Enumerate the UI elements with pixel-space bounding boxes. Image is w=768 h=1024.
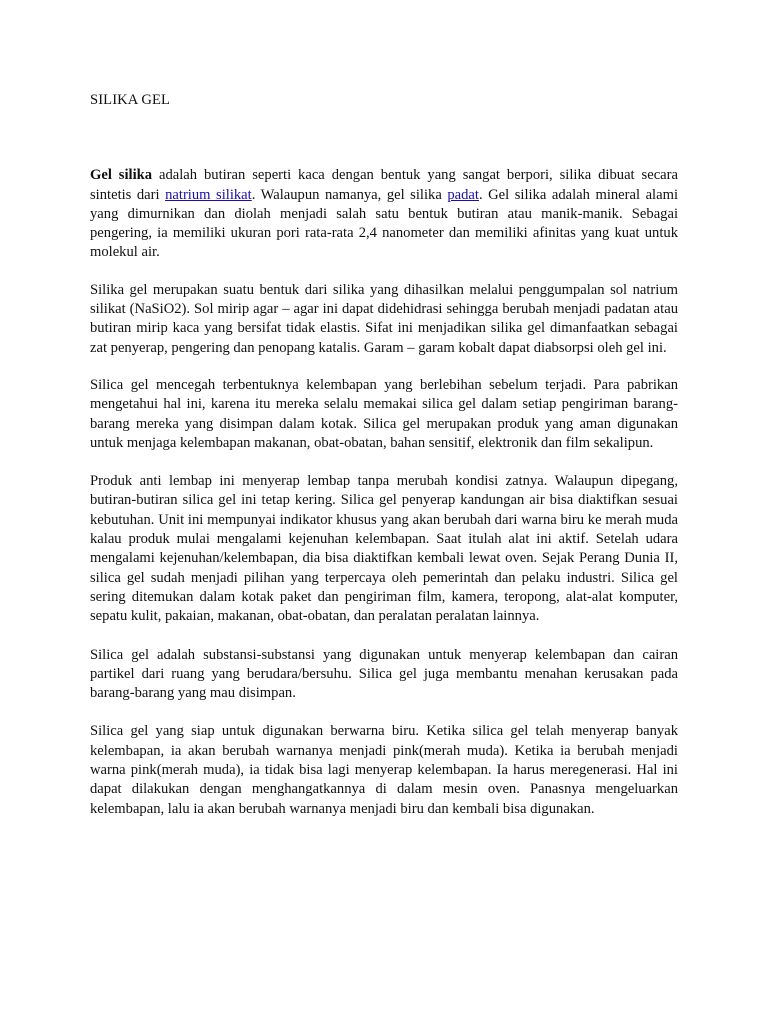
paragraph-intro — [90, 166, 678, 262]
link-natrium-silikat[interactable]: natrium silikat — [165, 186, 252, 203]
paragraph-3: Silica gel mencegah terbentuknya kelembapan yang berlebihan sebelum terjadi. Para pabrikan mengetahui hal ini, karena itu mereka selalu memakai silica gel dalam setiap pengiriman barang-barang mereka yang disimpan dalam kotak. Silica gel merupakan produk yang aman digunakan untuk menjaga kelembapan makanan, obat-obatan, bahan sensitif, elektronik dan film sekalipun. — [90, 376, 678, 451]
term-gel-silika: Gel silika — [90, 167, 153, 184]
paragraph-text: adalah butiran seperti kaca dengan bentuk yang sangat berpori, silika dibuat secara sintetis dari — [90, 167, 678, 203]
document-page — [90, 91, 678, 837]
document-title: SILIKA GEL — [90, 92, 171, 108]
paragraph-2: Silika gel merupakan suatu bentuk dari silika yang dihasilkan melalui penggumpalan sol natrium silikat (NaSiO2). Sol mirip agar – agar ini dapat didehidrasi sehingga berubah menjadi padatan atau butiran mirip kaca yang bersifat tidak elastis. Sifat ini menjadikan silika gel dimanfaatkan sebagai zat penyerap, pengering dan penopang katalis. Garam – garam kobalt dapat diabsorpsi oleh gel ini. — [90, 281, 678, 356]
paragraph-5: Silica gel adalah substansi-substansi yang digunakan untuk menyerap kelembapan dan cairan partikel dari ruang yang berudara/bersuhu. Silica gel juga membantu menahan kerusakan pada barang-barang yang mau disimpan. — [90, 646, 678, 702]
paragraph-4: Produk anti lembap ini menyerap lembap tanpa merubah kondisi zatnya. Walaupun dipegang, butiran-butiran silica gel ini tetap kering. Silica gel penyerap kandungan air bisa diaktifkan sesuai kebutuhan. Unit ini mempunyai indikator khusus yang akan berubah dari warna biru ke merah muda kalau produk mulai mengalami kejenuhan kelembapan. Saat itulah alat ini aktif. Setelah udara mengalami kejenuhan/kelembapan, dia bisa diaktifkan kembali lewat oven. Sejak Perang Dunia II, silica gel sudah menjadi pilihan yang terpercaya oleh pemerintah dan pelaku industri. Silica gel sering ditemukan dalam kotak paket dan pengiriman film, kamera, teropong, alat-alat komputer, sepatu kulit, pakaian, makanan, obat-obatan, dan peralatan peralatan lainnya. — [90, 473, 678, 625]
link-padat[interactable]: padat — [447, 186, 479, 203]
paragraph-text: . Gel silika adalah mineral alami yang dimurnikan dan diolah menjadi salah satu bentuk butiran atau manik-manik. Sebagai pengering, ia memiliki ukuran pori rata-rata 2,4 nanometer dan memiliki afinitas yang kuat untuk molekul air. — [90, 186, 678, 261]
paragraph-6: Silica gel yang siap untuk digunakan berwarna biru. Ketika silica gel telah menyerap banyak kelembapan, ia akan berubah warnanya menjadi pink(merah muda). Ketika ia berubah menjadi warna pink(merah muda), ia tidak bisa lagi menyerap kelembapan. Ia harus meregenerasi. Hal ini dapat dilakukan dengan menghangatkannya di dalam mesin oven. Panasnya mengeluarkan kelembapan, lalu ia akan berubah warnanya menjadi biru dan kembali bisa digunakan. — [90, 723, 678, 817]
paragraph-text: . Walaupun namanya, gel silika — [251, 186, 448, 203]
